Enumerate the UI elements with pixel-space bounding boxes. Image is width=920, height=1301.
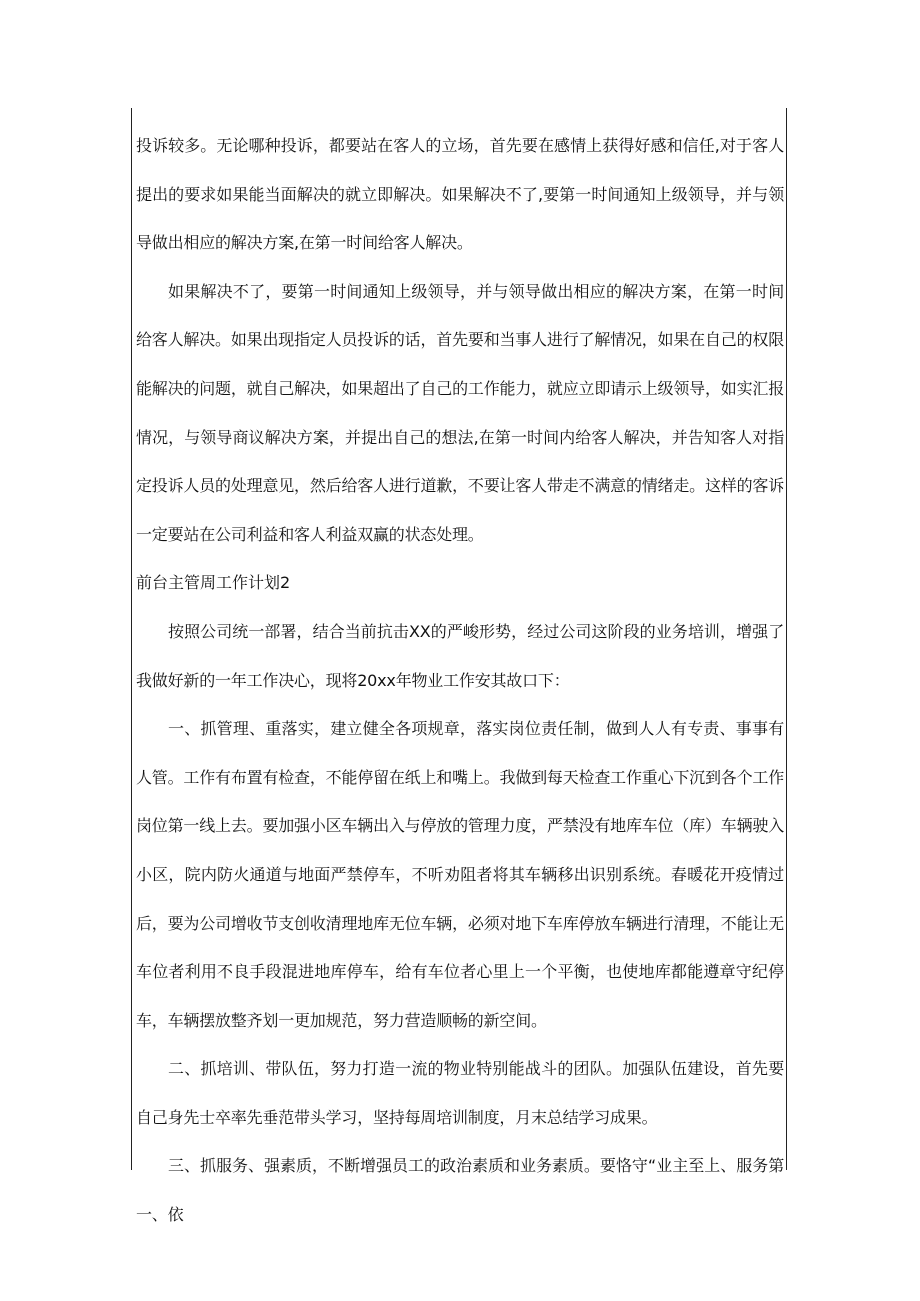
right-margin-rule — [786, 108, 787, 1170]
document-body — [136, 122, 784, 1240]
paragraph-complaint-handling: 投诉较多。无论哪种投诉，都要站在客人的立场，首先要在感情上获得好感和信任,对于客人提出的要求如果能当面解决的就立即解决。如果解决不了,要第一时间通知上级领导，并与领导做出相应的解决方案,在第一时间给客人解决。 — [136, 136, 784, 253]
paragraph-management: 一、抓管理、重落实，建立健全各项规章，落实岗位责任制，做到人人有专责、事事有人管。工作有布置有检查，不能停留在纸上和嘴上。我做到每天检查工作重心下沉到各个工作岗位第一线上去。要加强小区车辆出入与停放的管理力度，严禁没有地库车位（库）车辆驶入小区，院内防火通道与地面严禁停车，不听劝阻者将其车辆移出识别系统。春暖花开疫情过后，要为公司增收节支创收清理地库无位车辆，必须对地下车库停放车辆进行清理，不能让无车位者利用不良手段混进地库停车，给有车位者心里上一个平衡，也使地库都能遵章守纪停车，车辆摆放整齐划一更加规范，努力营造顺畅的新空间。 — [136, 719, 784, 1030]
paragraph-training: 二、抓培训、带队伍，努力打造一流的物业特别能战斗的团队。加强队伍建设，首先要自己身先士卒率先垂范带头学习，坚持每周培训制度，月末总结学习成果。 — [136, 1059, 784, 1127]
section-heading: 前台主管周工作计划2 — [136, 573, 291, 593]
paragraph-intro: 按照公司统一部署，结合当前抗击XX的严峻形势，经过公司这阶段的业务培训，增强了我做好新的一年工作决心，现将20xx年物业工作安其故口下： — [136, 621, 784, 690]
paragraph-escalation: 如果解决不了，要第一时间通知上级领导，并与领导做出相应的解决方案，在第一时间给客人解决。如果出现指定人员投诉的话，首先要和当事人进行了解情况，如果在自己的权限能解决的问题，就自己解决，如果超出了自己的工作能力，就应立即请示上级领导，如实汇报情况，与领导商议解决方案，并提出自己的想法,在第一时间内给客人解决，并告知客人对指定投诉人员的处理意见，然后给客人进行道歉，不要让客人带走不满意的情绪走。这样的客诉一定要站在公司利益和客人利益双赢的状态处理。 — [136, 281, 784, 544]
left-margin-rule — [131, 108, 132, 1170]
paragraph-service: 三、抓服务、强素质，不断增强员工的政治素质和业务素质。要恪守“业主至上、服务第一、依 — [136, 1156, 784, 1225]
